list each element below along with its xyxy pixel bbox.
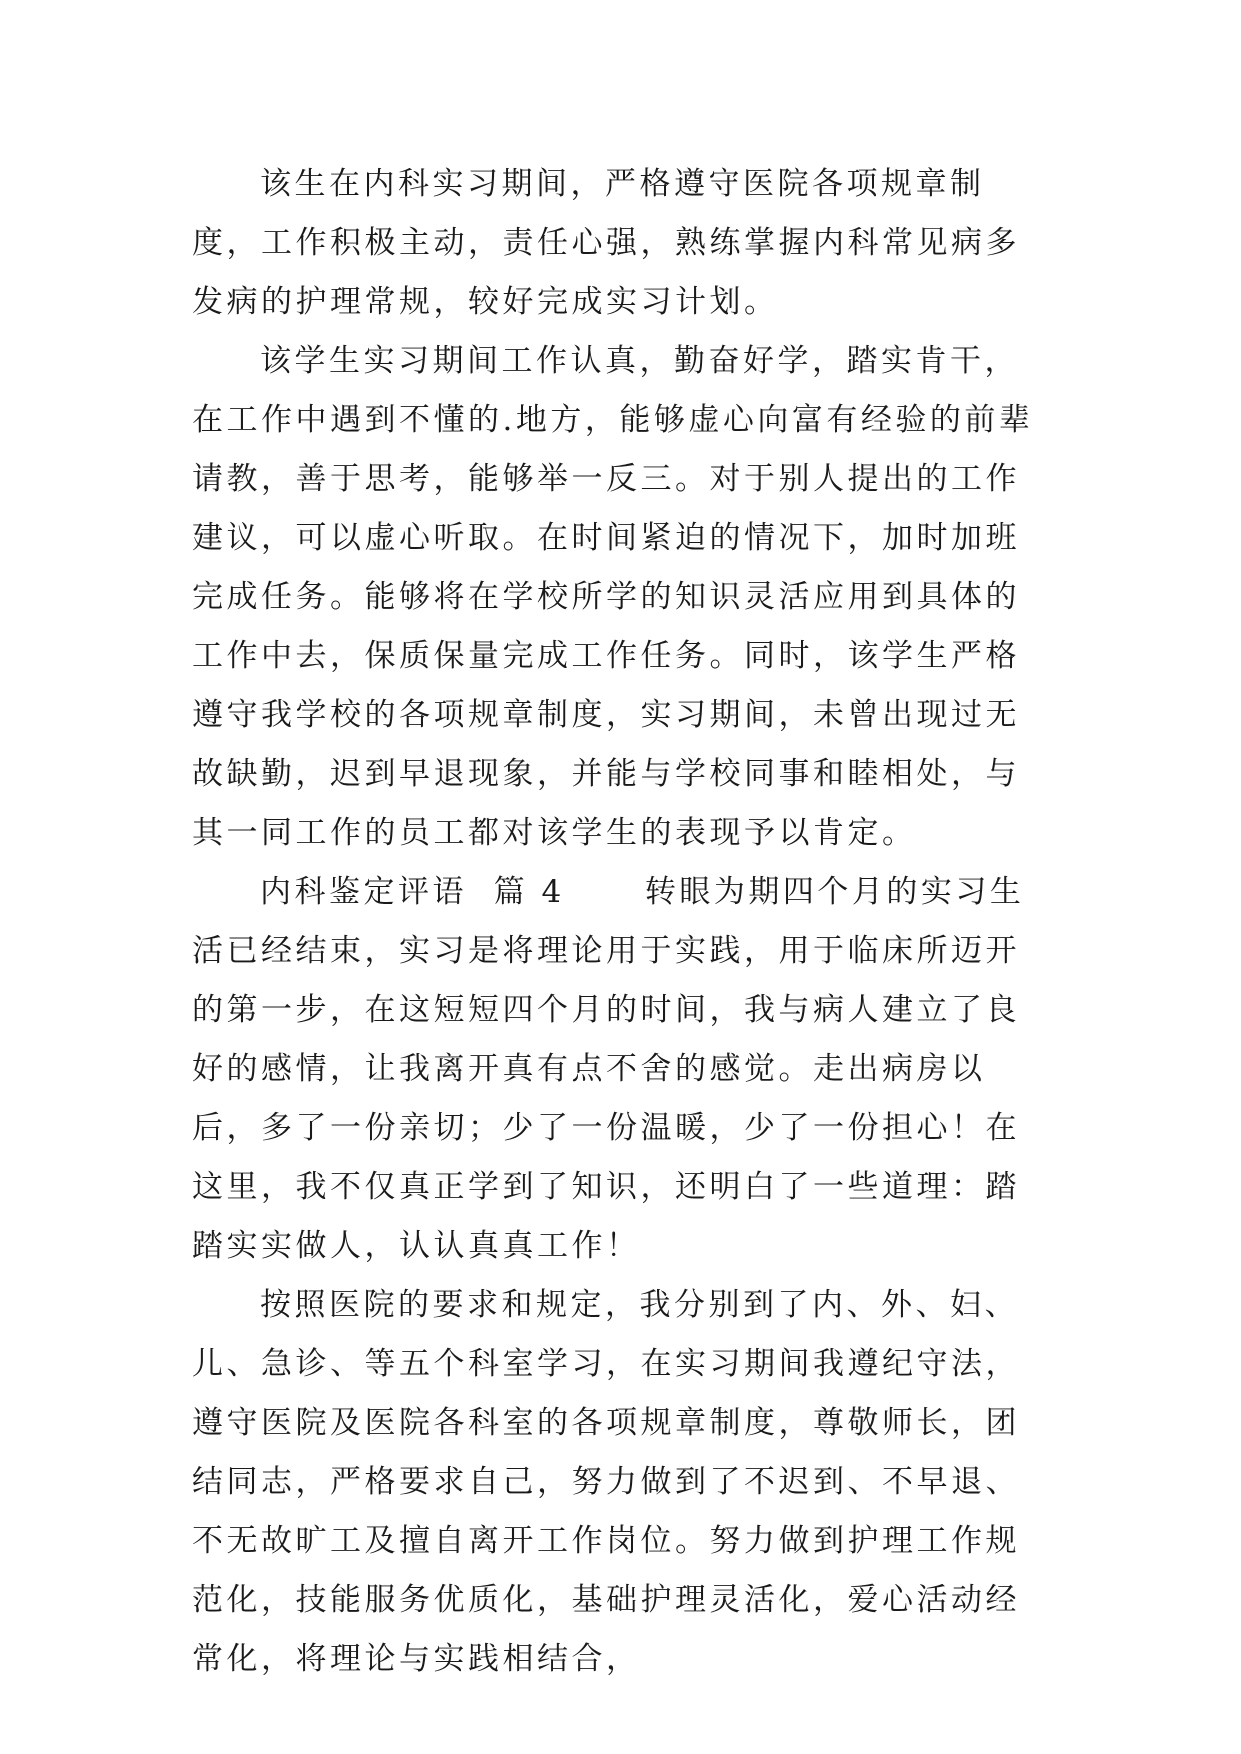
paragraph-2: 该学生实习期间工作认真，勤奋好学，踏实肯干，在工作中遇到不懂的.地方，能够虚心向富有经验的前辈请教，善于思考，能够举一反三。对于别人提出的工作建议，可以虚心听取。在时间紧迫的情况下，加时加班完成任务。能够将在学校所学的知识灵活应用到具体的工作中去，保质保量完成工作任务。同时，该学生严格遵守我学校的各项规章制度，实习期间，未曾出现过无故缺勤，迟到早退现象，并能与学校同事和睦相处，与其一同工作的员工都对该学生的表现予以肯定。	[192, 343, 1034, 851]
paragraph-4: 按照医院的要求和规定，我分别到了内、外、妇、儿、急诊、等五个科室学习，在实习期间我遵纪守法，遵守医院及医院各科室的各项规章制度，尊敬师长，团结同志，严格要求自己，努力做到了不迟到、不早退、不无故旷工及擅自离开工作岗位。努力做到护理工作规范化，技能服务优质化，基础护理灵活化，爱心活动经常化，将理论与实践相结合，	[192, 1287, 1020, 1677]
paragraph-3: 内科鉴定评语 篇 4 转眼为期四个月的实习生活已经结束，实习是将理论用于实践，用于临床所迈开的第一步，在这短短四个月的时间，我与病人建立了良好的感情，让我离开真有点不舍的感觉。走出病房以后，多了一份亲切；少了一份温暖，少了一份担心！在这里，我不仅真正学到了知识，还明白了一些道理：踏踏实实做人，认认真真工作！	[192, 874, 1025, 1264]
document-body	[192, 155, 1050, 1689]
paragraph-1: 该生在内科实习期间，严格遵守医院各项规章制度，工作积极主动，责任心强，熟练掌握内科常见病多发病的护理常规，较好完成实习计划。	[192, 166, 1020, 320]
